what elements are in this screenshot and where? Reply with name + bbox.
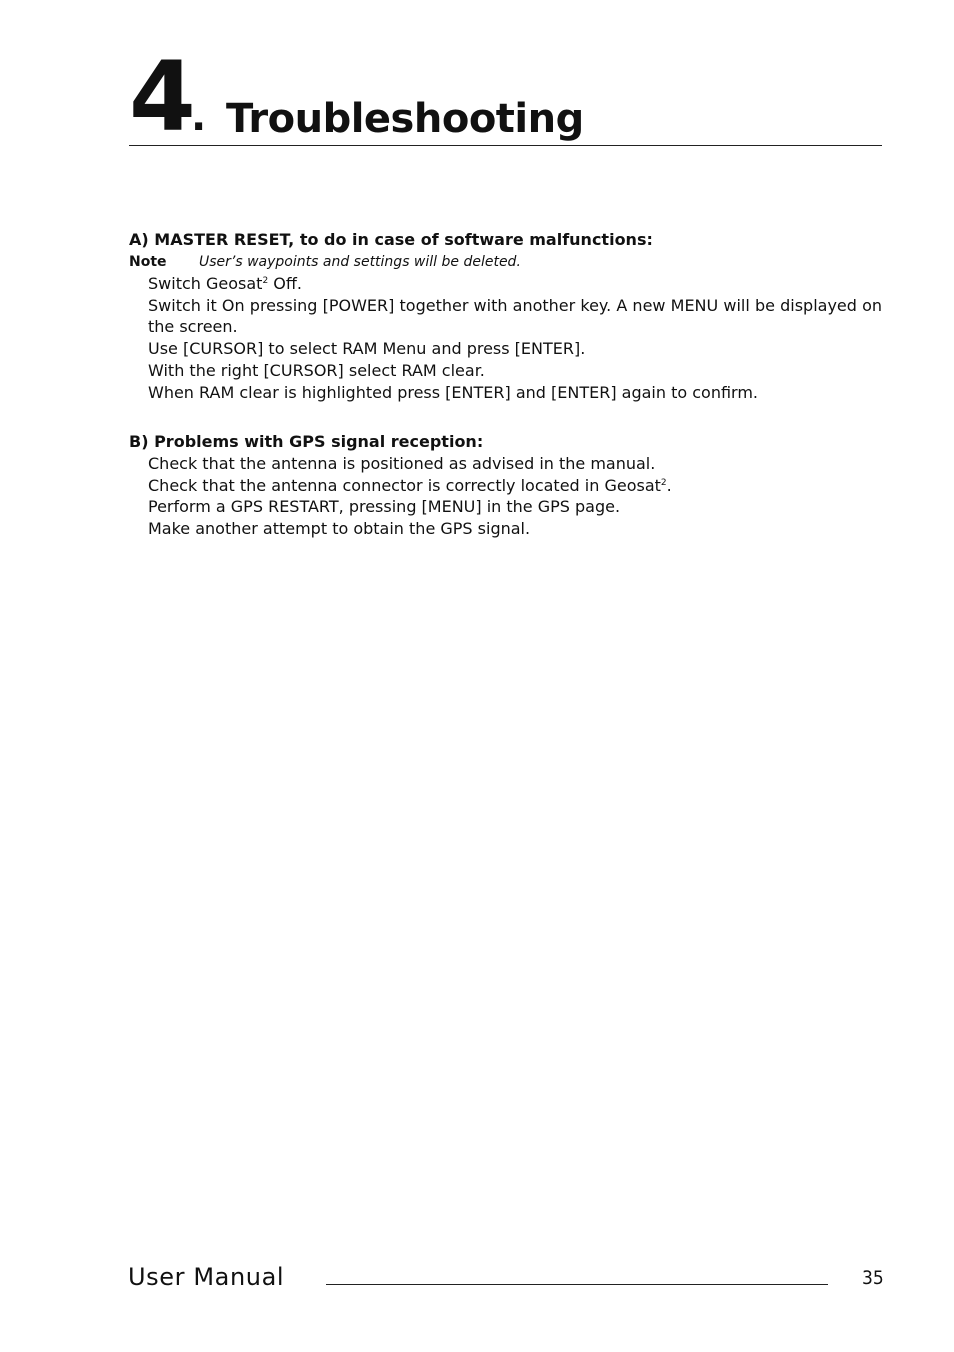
section-master-reset	[129, 229, 882, 403]
list-item: Perform a GPS RESTART, pressing [MENU] in the GPS page.	[148, 497, 621, 517]
footer-rule	[326, 1284, 828, 1285]
section-heading-gps-reception: B) Problems with GPS signal reception:	[129, 432, 484, 451]
page-number: 35	[862, 1267, 884, 1289]
step-text: Check that the antenna connector is correctly located in Geosat	[148, 475, 661, 495]
step-text: Switch Geosat	[148, 274, 263, 293]
superscript: 2	[660, 477, 667, 488]
step-text: .	[666, 475, 672, 495]
list-item	[148, 273, 882, 295]
list-item: Switch it On pressing [POWER] together with another key. A new MENU will be displayed on the screen.	[148, 295, 882, 337]
note-label: Note	[129, 254, 167, 270]
list-item: Make another attempt to obtain the GPS signal.	[148, 519, 531, 539]
section-heading-master-reset: A) MASTER RESET, to do in case of software malfunctions:	[129, 230, 653, 249]
master-reset-steps	[129, 273, 882, 403]
chapter-number: 4	[129, 41, 194, 153]
chapter-header	[129, 41, 882, 153]
note	[129, 251, 882, 273]
gps-reception-steps	[129, 453, 882, 540]
step-text: Off.	[268, 274, 302, 293]
note-text: User’s waypoints and settings will be deleted.	[199, 254, 521, 270]
chapter-number-dot: .	[191, 94, 207, 140]
superscript: 2	[262, 276, 269, 286]
list-item	[148, 475, 882, 497]
list-item: Use [CURSOR] to select RAM Menu and press [ENTER].	[148, 339, 586, 359]
list-item: Check that the antenna is positioned as advised in the manual.	[148, 454, 656, 473]
chapter-title: Troubleshooting	[226, 96, 584, 142]
list-item: When RAM clear is highlighted press [ENTER] and [ENTER] again to confirm.	[148, 382, 759, 402]
list-item: With the right [CURSOR] select RAM clear.	[148, 360, 485, 380]
section-gps-reception	[129, 431, 882, 540]
footer-label: User Manual	[128, 1263, 285, 1291]
